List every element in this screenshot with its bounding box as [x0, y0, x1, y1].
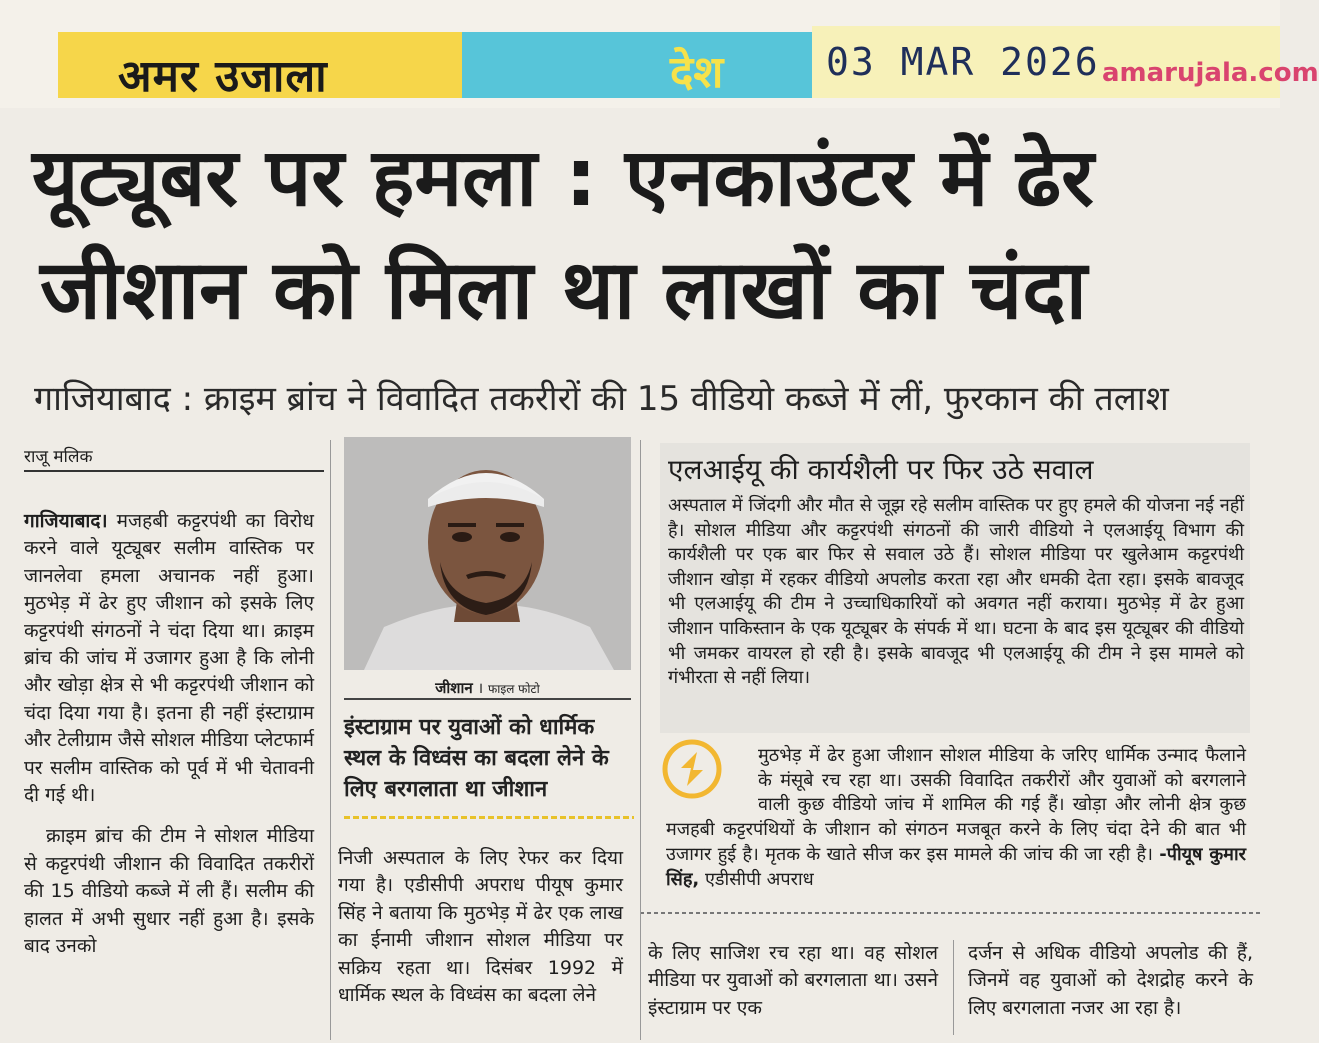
edition-date: 03 MAR 2026 — [826, 40, 1100, 84]
photo-zeeshan — [344, 437, 631, 670]
paragraph-1-text: मजहबी कट्टरपंथी का विरोध करने वाले यूट्यूबर सलीम वास्तिक पर जानलेवा हमला अचानक नहीं हुआ। मुठभेड़ में ढेर हुए जीशान को इसके लिए कट्टरपंथी संगठनों ने चंदा दिया था। क्राइम ब्रांच की जांच में उजागर हुआ है कि लोनी और खोड़ा क्षेत्र से भी कट्टरपंथी जीशान को चंदा दिया गया है। इतना ही नहीं इंस्टाग्राम और टेलीग्राम जैसे सोशल मीडिया प्लेटफार्म पर सलीम वास्तिक को पूर्व में भी चेतावनी दी गई थी। — [24, 510, 314, 807]
quote-divider — [640, 912, 1260, 914]
article-paragraph-1 — [24, 508, 314, 809]
portrait-image — [344, 437, 631, 670]
pull-quote: इंस्टाग्राम पर युवाओं को धार्मिक स्थल के विध्वंस का बदला लेने के लिए बरगलाता था जीशान — [344, 715, 609, 802]
quote-attribution: -पीयूष कुमार सिंह, — [666, 843, 1246, 890]
headline-line-2: जीशान को मिला था लाखों का चंदा — [40, 243, 1088, 338]
headline-line-1: यूट्यूबर पर हमला : एनकाउंटर में ढेर — [32, 131, 1094, 224]
quote-float-spacer — [666, 744, 758, 806]
byline-divider — [24, 470, 324, 472]
subheadline: गाजियाबाद : क्राइम ब्रांच ने विवादित तकरीरों की 15 वीडियो कब्जे में लीं, फुरकान की तलाश — [34, 379, 1169, 419]
article-column-1 — [24, 508, 314, 975]
caption-divider — [344, 698, 631, 700]
column-divider-mid — [640, 440, 641, 1040]
newspaper-logo: अमर उजाला — [118, 51, 328, 102]
quote-designation: एडीसीपी अपराध — [699, 868, 814, 890]
section-name: देश — [670, 47, 724, 98]
dateline: गाजियाबाद। — [24, 510, 108, 532]
article-paragraph-2: क्राइम ब्रांच की टीम ने सोशल मीडिया से कट्टरपंथी जीशान की विवादित तकरीरों की 15 वीडियो कब्जे में ली हैं। सलीम की हालत में अभी सुधार नहीं हुआ है। इसके बाद उनको — [24, 825, 314, 958]
pull-quote-divider — [344, 816, 634, 819]
column-divider — [953, 940, 954, 1035]
sidebar-heading: एलआईयू की कार्यशैली पर फिर उठे सवाल — [668, 453, 1094, 486]
sidebar-body: अस्पताल में जिंदगी और मौत से जूझ रहे सलीम वास्तिक पर हुए हमले की योजना नई नहीं है। सोशल मीडिया और कट्टरपंथी संगठनों की जारी वीडियो ने एलआईयू विभाग की कार्यशैली पर एक बार फिर से सवाल उठे हैं। सोशल मीडिया पर खुलेआम कट्टरपंथी जीशान खोड़ा में रहकर वीडियो अपलोड करता रहा और धमकी देता रहा। इसके बावजूद भी एलआईयू की टीम ने उच्चाधिकारियों को अवगत नहीं कराया। मुठभेड़ में ढेर हुआ जीशान पाकिस्तान के एक यूट्यूबर के संपर्क में था। घटना के बाद इस यूट्यूबर की वीडियो भी जमकर वायरल हो रही है। इसके बावजूद भी एलआईयू की टीम ने इस मामले को गंभीरता से नहीं लिया। — [668, 495, 1244, 689]
article-column-4: दर्जन से अधिक वीडियो अपलोड की हैं, जिनमें वह युवाओं को देशद्रोह करने के लिए बरगलाता नजर आ रहा है। — [968, 942, 1253, 1019]
caption-name: जीशान — [435, 679, 473, 697]
caption-separator: । — [477, 679, 488, 697]
article-column-3: के लिए साजिश रच रहा था। वह सोशल मीडिया पर युवाओं को बरगलाता था। उसने इंस्टाग्राम पर एक — [648, 942, 938, 1019]
caption-credit: फाइल फोटो — [487, 682, 540, 696]
column-divider-left — [330, 440, 331, 1040]
article-column-2: निजी अस्पताल के लिए रेफर कर दिया गया है। एडीसीपी अपराध पीयूष कुमार सिंह ने बताया कि मुठभेड़ में ढेर एक लाख का ईनामी जीशान सोशल मीडिया पर सक्रिय रहता था। दिसंबर 1992 में धार्मिक स्थल के विध्वंस का बदला लेने — [338, 847, 623, 1007]
photo-caption — [344, 678, 631, 698]
masthead-section-bar — [462, 32, 814, 98]
official-quote — [666, 744, 1246, 892]
quote-body: मुठभेड़ में ढेर हुआ जीशान सोशल मीडिया के जरिए धार्मिक उन्माद फैलाने के मंसूबे रच रहा था। उसकी विवादित तकरीरों और युवाओं को बरगलाने वाली कुछ वीडियो जांच में शामिल की गई हैं। खोड़ा और लोनी क्षेत्र कुछ मजहबी कट्टरपंथियों के जीशान को संगठन मजबूत करने के लिए चंदा देने की बात भी उजागर हुई है। मृतक के खाते सीज कर इस मामले की जांच की जा रही है। — [666, 745, 1246, 865]
byline: राजू मलिक — [24, 447, 93, 467]
website-url: amarujala.com — [1102, 58, 1319, 88]
